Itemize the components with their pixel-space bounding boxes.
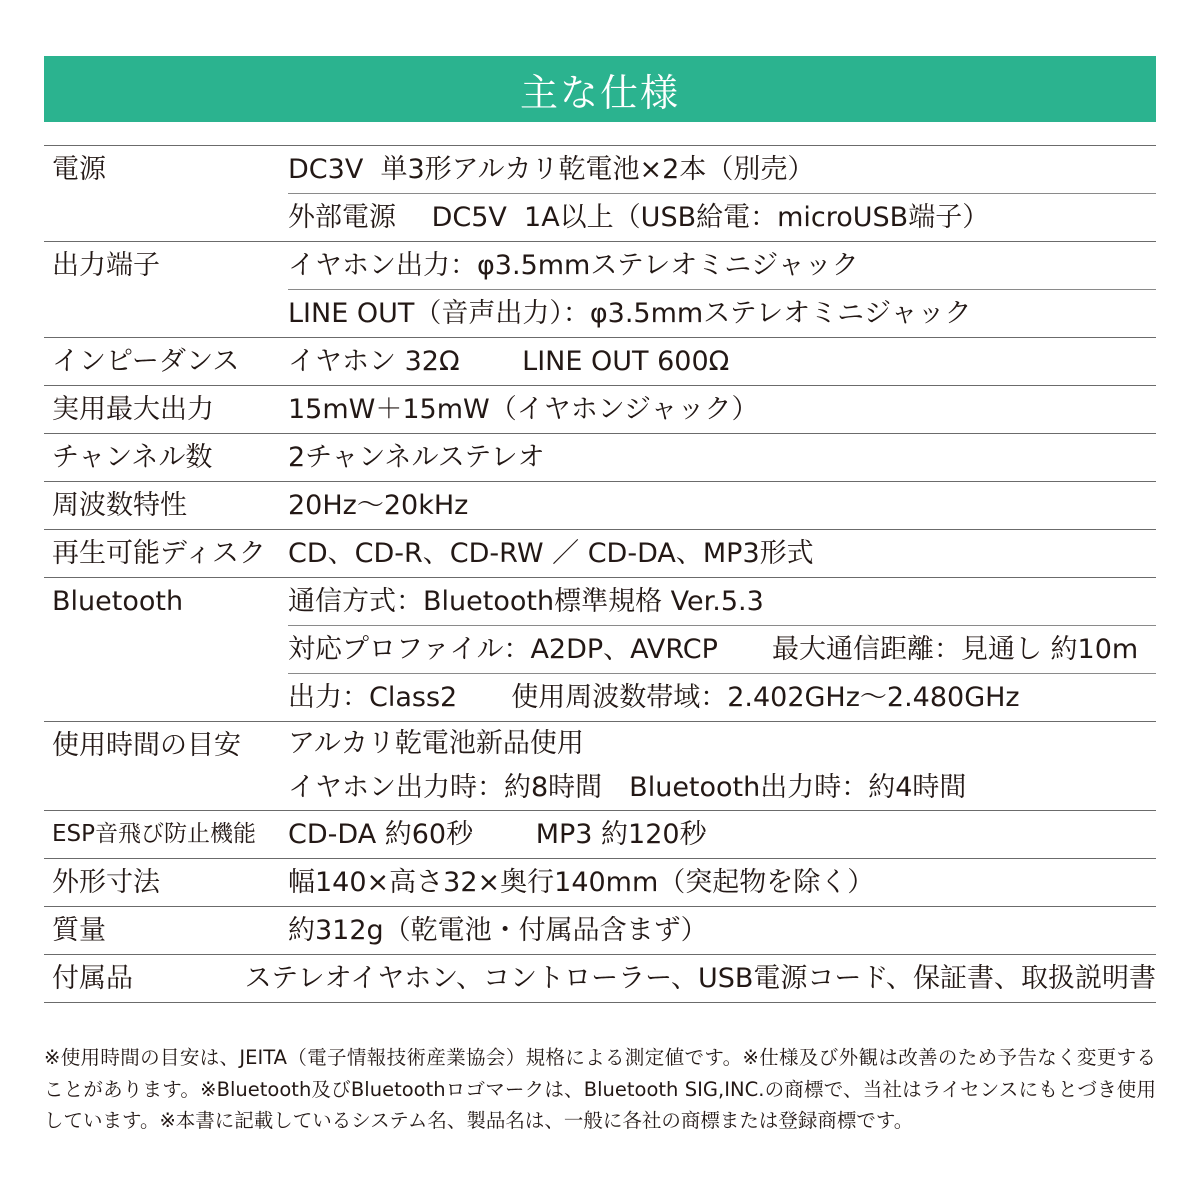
spec-value: イヤホン 32Ω LINE OUT 600Ω	[288, 346, 730, 377]
spec-label: 周波数特性	[52, 490, 187, 521]
spec-value: 15mW＋15mW（イヤホンジャック）	[288, 394, 759, 425]
spec-label: 使用時間の目安	[52, 730, 241, 761]
spec-values	[288, 530, 1156, 577]
spec-values	[288, 811, 1156, 858]
spec-values	[288, 578, 1156, 721]
spec-label: 再生可能ディスク	[52, 538, 266, 569]
spec-values	[288, 907, 1156, 954]
footnotes: ※使用時間の目安は、JEITA（電子情報技術産業協会）規格による測定値です。※仕様及び外観は改善のため予告なく変更することがあります。※Bluetooth及びBluetoothロゴマークは、Bluetooth SIG,INC.の商標で、当社はライセンスにもとづき使用しています。※本書に記載しているシステム名、製品名は、一般に各社の商標または登録商標です。	[44, 1046, 1156, 1132]
spec-row	[44, 811, 1156, 859]
spec-label: 出力端子	[52, 250, 160, 281]
spec-value: 約312g（乾電池・付属品含まず）	[288, 915, 708, 946]
spec-values	[288, 722, 1156, 810]
spec-values	[288, 859, 1156, 906]
spec-table	[44, 145, 1156, 1003]
spec-value: 幅140×高さ32×奥行140mm（突起物を除く）	[288, 867, 875, 898]
spec-values	[288, 386, 1156, 433]
spec-row	[44, 338, 1156, 386]
spec-row	[44, 434, 1156, 482]
spec-value: LINE OUT（音声出力）：φ3.5mmステレオミニジャック	[288, 289, 1156, 337]
spec-label: 質量	[52, 915, 106, 946]
spec-value: イヤホン出力時：約8時間 Bluetooth出力時：約4時間	[288, 772, 967, 803]
spec-value: CD、CD-R、CD-RW ／ CD-DA、MP3形式	[288, 538, 814, 569]
spec-label: Bluetooth	[52, 586, 184, 617]
spec-label: チャンネル数	[52, 442, 213, 473]
spec-value: 通信方式：Bluetooth標準規格 Ver.5.3	[288, 586, 764, 617]
spec-row	[44, 859, 1156, 907]
page-title: 主な仕様	[519, 70, 680, 115]
spec-header	[44, 56, 1156, 122]
spec-value: 対応プロファイル：A2DP、AVRCP 最大通信距離：見通し 約10m	[288, 625, 1156, 673]
spec-value: 20Hz〜20kHz	[288, 490, 469, 521]
spec-row	[44, 530, 1156, 578]
spec-label: 実用最大出力	[52, 394, 214, 425]
spec-label: インピーダンス	[52, 346, 240, 377]
spec-value: イヤホン出力：φ3.5mmステレオミニジャック	[288, 250, 859, 281]
spec-values	[245, 955, 1156, 1002]
spec-values	[288, 242, 1156, 337]
spec-row	[44, 722, 1156, 811]
spec-value: 外部電源 DC5V 1A以上（USB給電：microUSB端子）	[288, 193, 1156, 241]
spec-row	[44, 482, 1156, 530]
spec-label: ESP音飛び防止機能	[52, 821, 257, 847]
spec-row	[44, 907, 1156, 955]
spec-row	[44, 386, 1156, 434]
spec-value: CD-DA 約60秒 MP3 約120秒	[288, 819, 707, 850]
spec-label: 電源	[52, 154, 106, 185]
spec-label: 外形寸法	[52, 867, 160, 898]
spec-values	[288, 434, 1156, 481]
spec-row	[44, 145, 1156, 242]
spec-values	[288, 482, 1156, 529]
spec-row	[44, 578, 1156, 722]
spec-row	[44, 242, 1156, 338]
spec-value: DC3V 単3形アルカリ乾電池×2本（別売）	[288, 154, 815, 185]
spec-value: ステレオイヤホン、コントローラー、USB電源コード、保証書、取扱説明書	[244, 963, 1156, 994]
spec-row	[44, 955, 1156, 1003]
spec-values	[288, 338, 1156, 385]
spec-value: 出力：Class2 使用周波数帯域：2.402GHz〜2.480GHz	[288, 673, 1156, 721]
spec-label: 付属品	[52, 963, 133, 994]
spec-value: 2チャンネルステレオ	[288, 442, 545, 473]
spec-value: アルカリ乾電池新品使用	[288, 728, 584, 759]
spec-values	[288, 146, 1156, 241]
